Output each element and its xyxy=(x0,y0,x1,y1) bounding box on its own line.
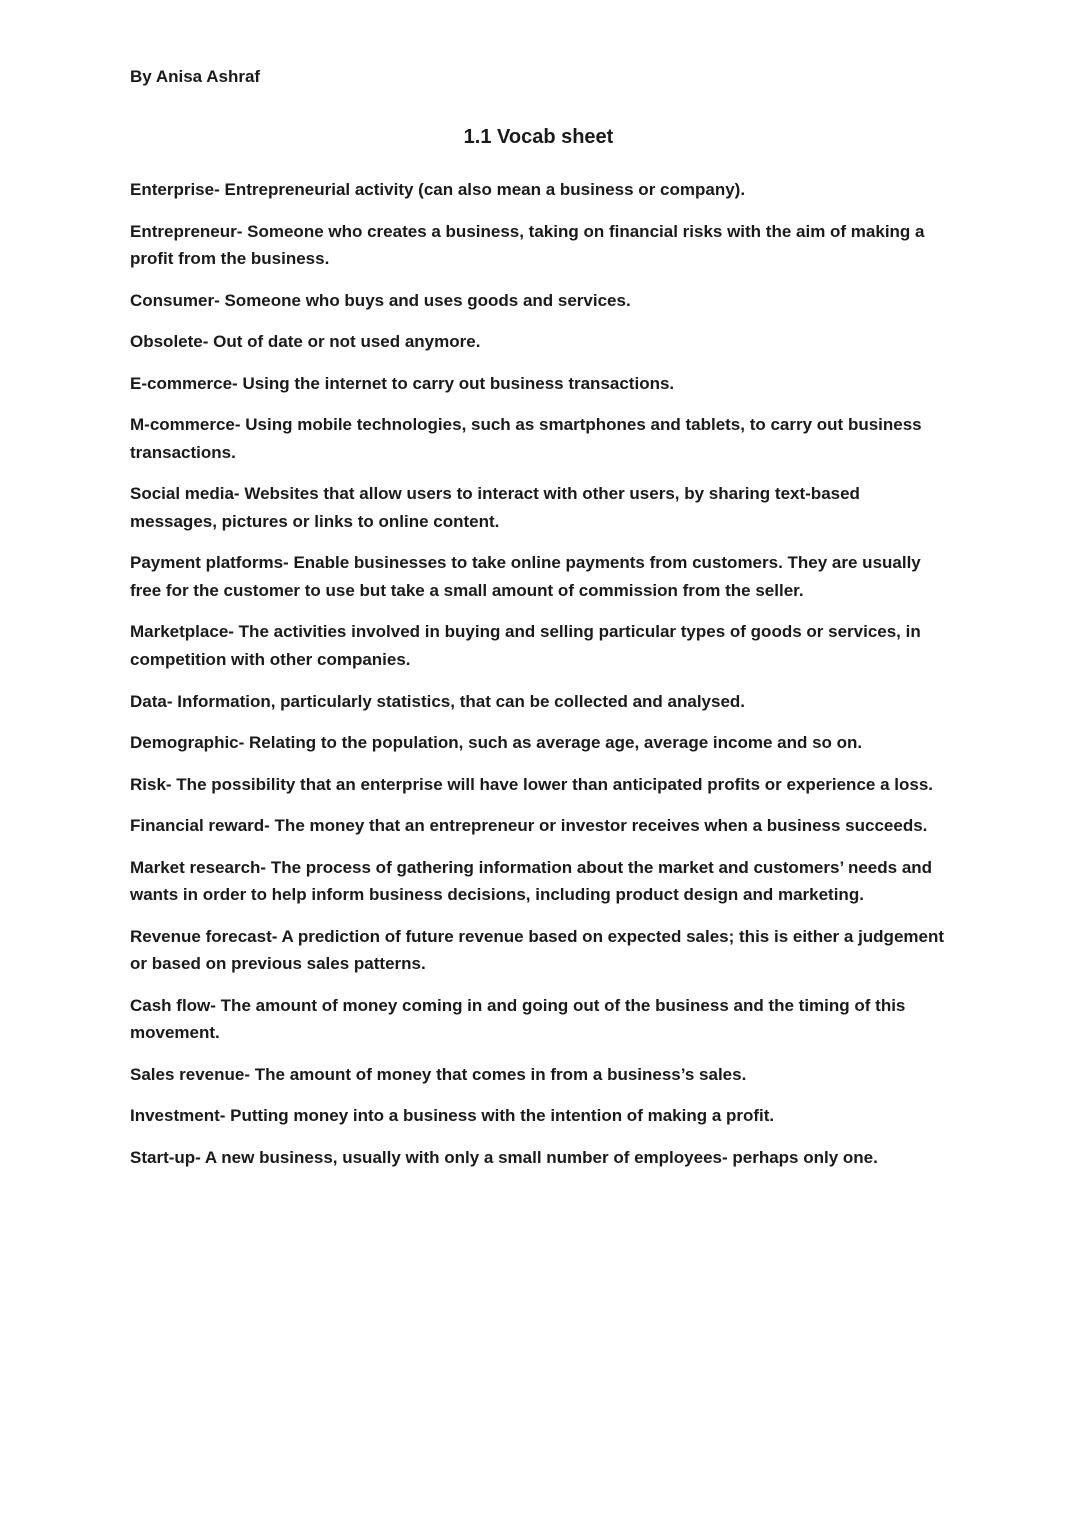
vocab-term: Risk- xyxy=(130,774,177,794)
vocab-definition: The possibility that an enterprise will have lower than anticipated profits or experience a loss. xyxy=(176,774,933,794)
vocab-term: Sales revenue- xyxy=(130,1064,255,1084)
vocab-definition: Information, particularly statistics, that can be collected and analysed. xyxy=(177,691,746,711)
vocab-term: Marketplace- xyxy=(130,622,239,642)
vocab-entry xyxy=(130,176,947,204)
byline: By Anisa Ashraf xyxy=(130,67,261,86)
vocab-entry xyxy=(130,992,947,1047)
vocab-definition: Putting money into a business with the intention of making a profit. xyxy=(230,1106,775,1126)
vocab-definition: Someone who creates a business, taking on financial risks with the aim of making a profit from the business. xyxy=(130,221,925,269)
vocab-list xyxy=(130,176,947,1171)
vocab-entry xyxy=(130,854,947,909)
vocab-definition: The amount of money that comes in from a business’s sales. xyxy=(254,1064,747,1084)
vocab-entry xyxy=(130,287,947,315)
vocab-term: Obsolete- xyxy=(130,332,214,352)
vocab-entry xyxy=(130,1102,947,1130)
vocab-definition: Enable businesses to take online payments from customers. They are usually free for the customer to use but take a small amount of commission from the seller. xyxy=(130,553,921,600)
vocab-entry xyxy=(130,328,947,356)
vocab-entry xyxy=(130,1144,947,1172)
vocab-entry xyxy=(130,480,947,535)
vocab-entry xyxy=(130,771,947,799)
vocab-entry xyxy=(130,812,947,840)
vocab-definition: Entrepreneurial activity (can also mean a business or company). xyxy=(224,180,746,200)
vocab-definition: Out of date or not used anymore. xyxy=(213,332,481,352)
vocab-definition: Using mobile technologies, such as smartphones and tablets, to carry out business transactions. xyxy=(130,415,922,462)
vocab-term: Entrepreneur- xyxy=(130,221,248,241)
vocab-definition: Using the internet to carry out business transactions. xyxy=(242,373,675,393)
vocab-term: Revenue forecast- xyxy=(130,926,282,946)
vocab-definition: Relating to the population, such as average age, average income and so on. xyxy=(249,733,863,753)
vocab-entry xyxy=(130,370,947,398)
vocab-term: Payment platforms- xyxy=(130,553,294,573)
vocab-definition: A new business, usually with only a small number of employees- perhaps only one. xyxy=(204,1147,878,1167)
vocab-entry xyxy=(130,1061,947,1089)
vocab-term: Enterprise- xyxy=(130,180,225,200)
vocab-definition: The amount of money coming in and going out of the business and the timing of this movement. xyxy=(130,995,906,1043)
vocab-term: Cash flow- xyxy=(130,995,221,1015)
vocab-term: Data- xyxy=(130,691,178,711)
vocab-definition: Websites that allow users to interact with other users, by sharing text-based messages, pictures or links to online content. xyxy=(130,484,860,531)
vocab-term: Social media- xyxy=(130,484,245,504)
vocab-definition: The activities involved in buying and selling particular types of goods or services, in competition with other companies. xyxy=(130,622,921,669)
vocab-entry xyxy=(130,923,947,978)
vocab-term: M-commerce- xyxy=(130,415,246,435)
vocab-entry xyxy=(130,549,947,604)
vocab-entry xyxy=(130,618,947,673)
vocab-entry xyxy=(130,688,947,716)
vocab-definition: The money that an entrepreneur or investor receives when a business succeeds. xyxy=(274,816,928,836)
vocab-term: Consumer- xyxy=(130,290,225,310)
vocab-term: Demographic- xyxy=(130,733,250,753)
vocab-term: Start-up- xyxy=(130,1147,205,1167)
vocab-term: Financial reward- xyxy=(130,816,275,836)
page-title: 1.1 Vocab sheet xyxy=(463,126,614,149)
vocab-term: Market research- xyxy=(130,857,271,877)
vocab-definition: Someone who buys and uses goods and services. xyxy=(224,290,631,310)
vocab-term: E-commerce- xyxy=(130,373,243,393)
vocab-entry xyxy=(130,729,947,757)
vocab-entry xyxy=(130,218,947,273)
vocab-entry xyxy=(130,411,947,466)
vocab-definition: The process of gathering information about the market and customers’ needs and wants in order to help inform business decisions, including product design and marketing. xyxy=(130,857,933,905)
vocab-definition: A prediction of future revenue based on expected sales; this is either a judgement or based on previous sales patterns. xyxy=(130,926,945,974)
vocab-term: Investment- xyxy=(130,1106,231,1126)
